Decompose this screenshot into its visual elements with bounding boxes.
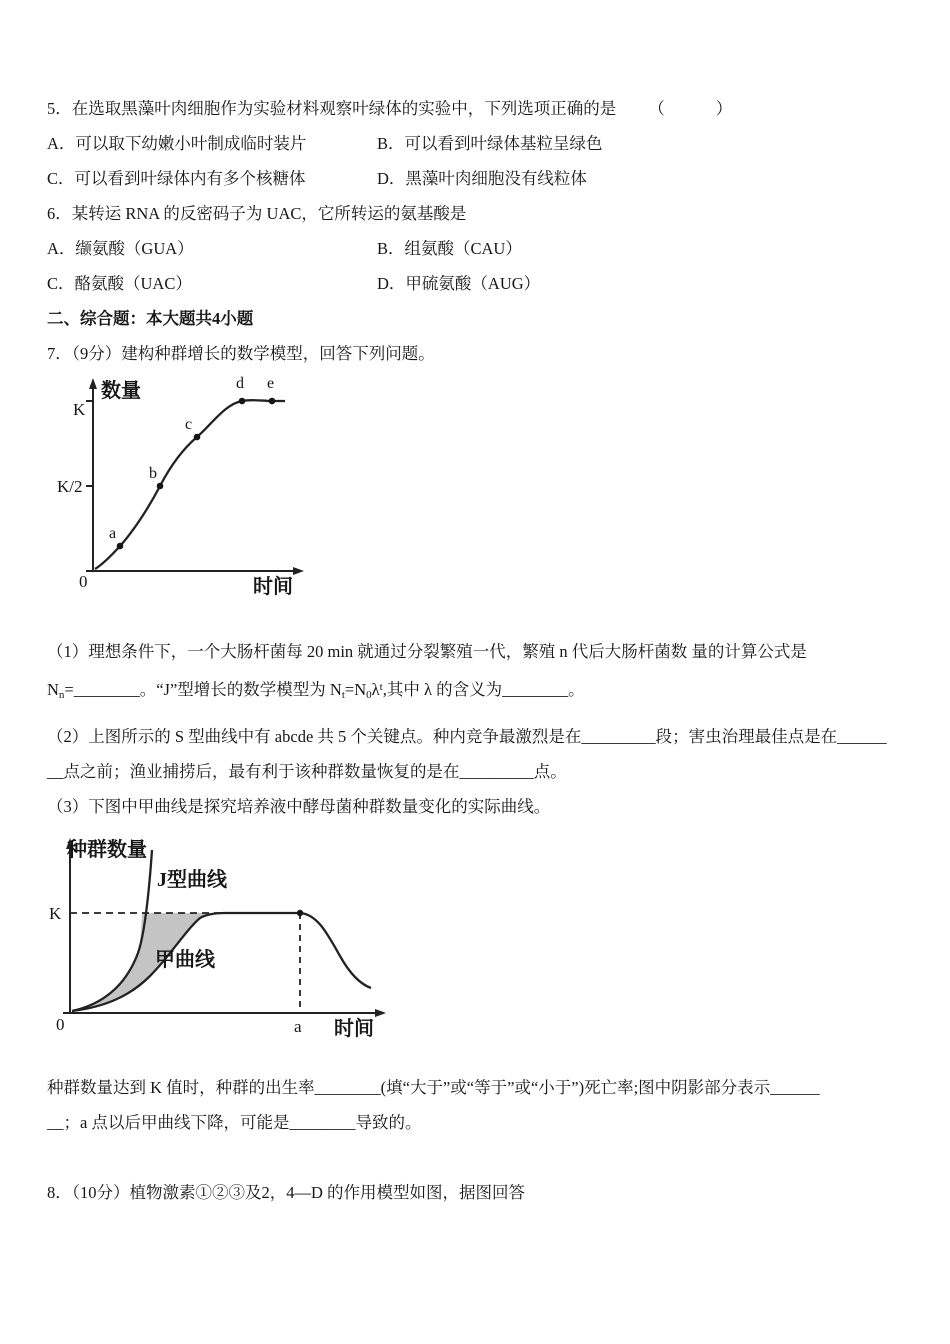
g2-jia-curve-label: 甲曲线 (155, 949, 215, 971)
figure-population-s-curve (55, 371, 910, 603)
question-6-stem: 6．某转运 RNA 的反密码子为 UAC，它所转运的氨基酸是 (47, 204, 467, 223)
q7-sub3-question-line1: 种群数量达到 K 值时，种群的出生率________(填“大于”或“等于”或“小于”)死亡率;图中阴影部分表示______ (47, 1078, 820, 1097)
g2-a-label: a (294, 1017, 302, 1036)
g2-xlabel: 时间 (334, 1018, 374, 1040)
q6-options-row-2 (47, 273, 910, 295)
point-c-dot (194, 434, 201, 441)
point-b-dot (157, 483, 164, 490)
g2-ylabel: 种群数量 (67, 839, 147, 861)
formula-0-sub: 0 (366, 689, 372, 701)
g1-k2-label: K/2 (57, 477, 83, 496)
q5-option-b: B．可以看到叶绿体基粒呈绿色 (377, 134, 603, 153)
formula-t-sub: t (341, 689, 345, 701)
g1-point-c-label: c (185, 416, 193, 433)
g1-point-b-label: b (149, 465, 157, 482)
formula-n-sub: n (58, 689, 65, 701)
question-7-stem: 7．（9分）建构种群增长的数学模型，回答下列问题。 (47, 344, 435, 363)
g2-j-curve-label: J型曲线 (157, 869, 227, 891)
q6-option-d: D．甲硫氨酸（AUG） (377, 274, 541, 293)
q5-answer-bracket: （ ） (648, 99, 739, 118)
point-a-dot (117, 543, 124, 550)
q6-option-b: B．组氨酸（CAU） (377, 239, 522, 258)
q5-option-d: D．黑藻叶肉细胞没有线粒体 (377, 169, 587, 188)
g1-ylabel: 数量 (101, 380, 141, 402)
g1-origin-label: 0 (79, 572, 88, 591)
formula-n0: =N (344, 680, 367, 699)
q7-sub1-line2 (47, 676, 910, 706)
q6-options-row-1 (47, 238, 910, 260)
q5-option-c: C．可以看到叶绿体内有多个核糖体 (47, 169, 306, 188)
question-5-stem (47, 98, 910, 120)
g1-point-d-label: d (236, 375, 244, 392)
g2-k-label: K (49, 904, 62, 923)
point-e-dot (269, 398, 276, 405)
q7-sub3-line: （3）下图中甲曲线是探究培养液中酵母菌种群数量变化的实际曲线。 (47, 797, 551, 816)
g1-k-label: K (73, 400, 86, 419)
q7-sub3-question-line2: __；a 点以后甲曲线下降，可能是________导致的。 (47, 1113, 422, 1132)
q7-sub2-line2: __点之前；渔业捕捞后，最有利于该种群数量恢复的是在_________点。 (47, 762, 567, 781)
a-point-dot (297, 910, 303, 916)
q6-option-a: A．缬氨酸（GUA） (47, 239, 194, 258)
formula-mid: =________。“J”型增长的数学模型为 N (64, 680, 342, 699)
q5-options-row-1 (47, 133, 910, 155)
g1-point-e-label: e (267, 375, 275, 392)
formula-tail: ,其中 λ 的含义为________。 (382, 680, 585, 699)
q7-sub2-line1: （2）上图所示的 S 型曲线中有 abcde 共 5 个关键点。种内竞争最激烈是在_________段；害虫治理最佳点是在______ (47, 727, 887, 746)
y-axis-arrow-icon (89, 378, 97, 389)
g1-point-a-label: a (109, 525, 117, 542)
s-curve-chart (55, 371, 315, 603)
q5-stem-text: 5．在选取黑藻叶肉细胞作为实验材料观察叶绿体的实验中，下列选项正确的是 (47, 99, 617, 118)
point-d-dot (239, 398, 246, 405)
j-vs-actual-chart (45, 828, 395, 1043)
q7-sub1-line1: （1）理想条件下，一个大肠杆菌每 20 min 就通过分裂繁殖一代，繁殖 n 代后大肠杆菌数 量的计算公式是 (47, 642, 807, 661)
question-8-stem: 8．（10分）植物激素①②③及2，4—D 的作用模型如图，据图回答 (47, 1183, 526, 1202)
formula-n: N (47, 680, 59, 699)
q5-options-row-2 (47, 168, 910, 190)
q5-option-a: A．可以取下幼嫩小叶制成临时装片 (47, 134, 307, 153)
section-2-heading: 二、综合题：本大题共4小题 (47, 309, 254, 328)
g1-xlabel: 时间 (253, 576, 293, 598)
g2-origin-label: 0 (56, 1015, 65, 1034)
formula-lambda: λ (371, 680, 380, 699)
q6-option-c: C．酪氨酸（UAC） (47, 274, 192, 293)
x-axis-arrow-icon (293, 567, 304, 575)
formula-t-sup: t (379, 681, 383, 693)
figure-yeast-curves (45, 828, 910, 1043)
j-curve (72, 850, 152, 1011)
x-axis-arrow-icon (375, 1009, 386, 1017)
